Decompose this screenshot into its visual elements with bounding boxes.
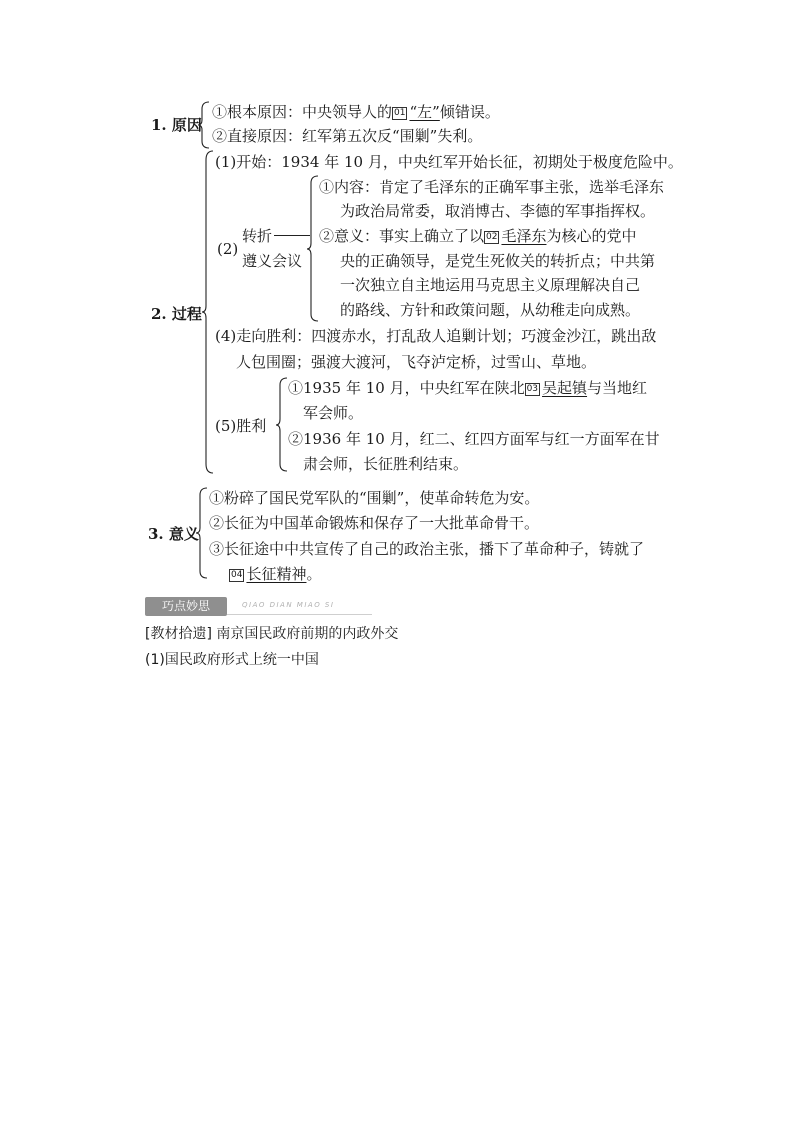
- answer-blank-03: 吴起镇: [542, 379, 588, 397]
- significance-3-line1: ③长征途中中共宣传了自己的政治主张，播下了革命种子，铸就了: [209, 540, 645, 558]
- section-3-brace: [196, 487, 208, 580]
- answer-blank-01: “左”: [409, 103, 440, 121]
- em-dash-line: [274, 235, 310, 236]
- answer-number-04: 04: [231, 570, 243, 580]
- supplement-tag: [教材拾遗]: [145, 626, 212, 642]
- victory-1936-line2: 肃会师，长征胜利结束。: [303, 455, 469, 473]
- victory-1935-line2: 军会师。: [303, 404, 364, 422]
- section-2-label: 2. 过程: [151, 305, 202, 323]
- process-zunyi-label: 遵义会议: [242, 252, 303, 270]
- badge-underline: [227, 614, 372, 615]
- process-start: (1)开始：1934 年 10 月，中央红军开始长征，初期处于极度危险中。: [215, 153, 683, 171]
- zunyi-brace: [307, 175, 319, 323]
- process-victory-label: (5)胜利: [215, 417, 267, 435]
- reason-fundamental: ①根本原因：中央领导人的 01 “左”倾错误。: [212, 103, 500, 121]
- answer-blank-02: 毛泽东: [501, 227, 547, 245]
- victory-brace: [276, 377, 288, 473]
- supplement-title: 南京国民政府前期的内政外交: [216, 626, 399, 642]
- section-2-brace: [202, 150, 214, 475]
- answer-number-02: 02: [486, 232, 498, 242]
- significance-2: ②长征为中国革命锻炼和保存了一大批革命骨干。: [209, 514, 540, 532]
- process-turn-prefix: (2): [217, 240, 239, 258]
- zunyi-significance-line2: 央的正确领导，是党生死攸关的转折点；中共第: [340, 252, 656, 270]
- answer-number-01: 01: [394, 108, 406, 118]
- supplement-line-1: (1)国民政府形式上统一中国: [145, 652, 319, 668]
- tips-badge: 巧点妙思: [145, 597, 227, 616]
- zunyi-significance-line1: ②意义：事实上确立了以 02 毛泽东为核心的党中: [319, 227, 637, 245]
- process-victory-road-line2: 人包围圈；强渡大渡河，飞夺泸定桥，过雪山、草地。: [236, 353, 597, 371]
- zunyi-content-line1: ①内容：肯定了毛泽东的正确军事主张，选举毛泽东: [319, 178, 665, 196]
- significance-1: ①粉碎了国民党军队的“围剿”，使革命转危为安。: [209, 489, 540, 507]
- victory-1936-line1: ②1936 年 10 月，红二、红四方面军与红一方面军在甘: [288, 430, 660, 448]
- section-1-brace: [198, 101, 210, 149]
- reason-direct: ②直接原因：红军第五次反“围剿”失利。: [212, 127, 483, 145]
- zunyi-significance-line3: 一次独立自主地运用马克思主义原理解决自己: [340, 276, 641, 294]
- process-victory-road-line1: (4)走向胜利：四渡赤水，打乱敌人追剿计划；巧渡金沙江，跳出敌: [215, 327, 657, 345]
- zunyi-content-line2: 为政治局常委，取消博古、李德的军事指挥权。: [340, 202, 656, 220]
- section-1-label: 1. 原因: [151, 116, 202, 134]
- process-turn-label: 转折: [242, 224, 310, 248]
- answer-number-03: 03: [526, 384, 539, 394]
- tips-badge-pinyin: QIAO DIAN MIAO SI: [242, 601, 335, 609]
- supplement-heading: [145, 622, 398, 646]
- section-3-label: 3. 意义: [148, 525, 199, 543]
- zunyi-significance-line4: 的路线、方针和政策问题，从幼稚走向成熟。: [340, 301, 641, 319]
- answer-blank-04: 长征精神: [246, 565, 307, 583]
- victory-1935-line1: ①1935 年 10 月，中央红军在陕北 03 吴起镇与当地红: [288, 379, 648, 397]
- significance-3-line2: 04 长征精神。: [231, 565, 322, 583]
